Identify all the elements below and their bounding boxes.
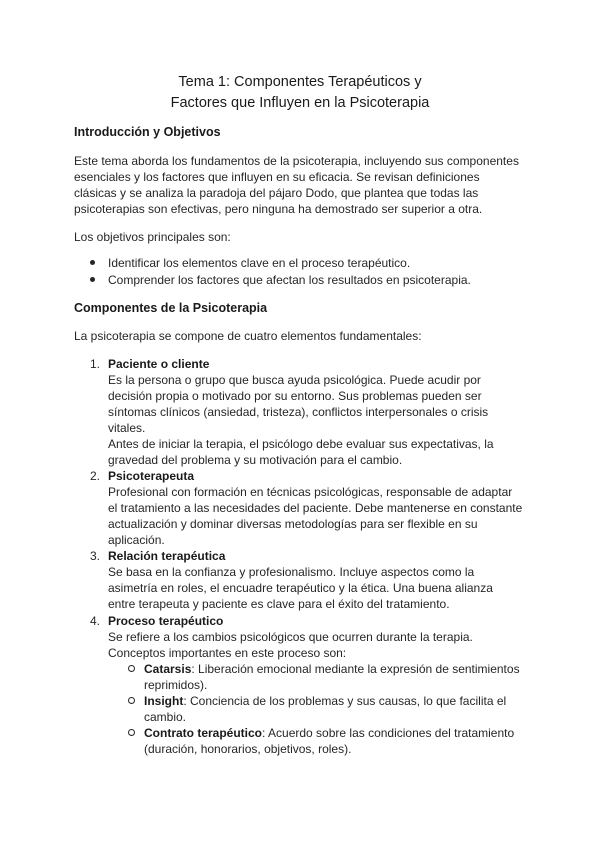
- item-line: Antes de iniciar la terapia, el psicólogo debe evaluar sus expectativas, la: [108, 437, 494, 451]
- item-line: Conceptos importantes en este proceso son:: [108, 646, 347, 660]
- title-line-2: Factores que Influyen en la Psicoterapia: [170, 95, 430, 111]
- circle-bullet-icon: [128, 729, 135, 736]
- definition-continued: cambio.: [144, 710, 187, 724]
- item-line: síntomas clínicos (ansiedad, tristeza), conflictos interpersonales o crisis: [108, 405, 489, 419]
- item-line: gravedad del problema y su motivación para el cambio.: [108, 453, 403, 467]
- section-heading-intro: Introducción y Objetivos: [74, 125, 221, 139]
- list-item-text: Identificar los elementos clave en el proceso terapéutico.: [108, 256, 411, 270]
- item-line: Se basa en la confianza y profesionalismo. Incluye aspectos como la: [108, 565, 475, 579]
- item-number: 1.: [90, 357, 101, 371]
- objectives-lead-text: Los objetivos principales son:: [74, 230, 231, 244]
- term: Insight: [144, 694, 184, 708]
- item-title: Relación terapéutica: [108, 549, 226, 563]
- title-line-1: Tema 1: Componentes Terapéuticos y: [178, 74, 422, 90]
- paragraph-line: psicoterapias son efectivas, pero ninguna ha demostrado ser superior a otra.: [74, 202, 483, 216]
- item-line: Se refiere a los cambios psicológicos que ocurren durante la terapia.: [108, 630, 473, 644]
- item-line: vitales.: [108, 421, 146, 435]
- list-item-text: Comprender los factores que afectan los resultados en psicoterapia.: [108, 273, 471, 287]
- components-lead-text: La psicoterapia se compone de cuatro elementos fundamentales:: [74, 329, 422, 343]
- document-title: [0, 72, 600, 114]
- item-line: actualización y dominar diversas metodologías para ser flexible en su: [108, 517, 478, 531]
- circle-bullet-icon: [128, 665, 135, 672]
- components-lead: [74, 328, 534, 344]
- item-line: aplicación.: [108, 533, 165, 547]
- definition: : Conciencia de los problemas y sus causas, lo que facilita el: [183, 694, 507, 708]
- item-line: el tratamiento a las necesidades del paciente. Debe mantenerse en constante: [108, 501, 523, 515]
- term: Catarsis: [144, 662, 192, 676]
- definition: : Liberación emocional mediante la expresión de sentimientos: [191, 662, 520, 676]
- definition-continued: reprimidos).: [144, 678, 208, 692]
- objectives-lead: [74, 229, 534, 245]
- item-title: Proceso terapéutico: [108, 614, 224, 628]
- circle-bullet-icon: [128, 697, 135, 704]
- item-line: entre terapeuta y paciente es clave para el éxito del tratamiento.: [108, 597, 450, 611]
- paragraph-line: esenciales y los factores que influyen en su eficacia. Se revisan definiciones: [74, 170, 480, 184]
- item-title: Psicoterapeuta: [108, 469, 195, 483]
- intro-paragraph: [74, 153, 534, 217]
- item-number: 3.: [90, 549, 101, 563]
- section-heading-components: Componentes de la Psicoterapia: [74, 301, 268, 315]
- bullet-icon: [90, 277, 95, 282]
- definition-continued: (duración, honorarios, objetivos, roles).: [144, 742, 352, 756]
- item-line: asimetría en roles, el encuadre terapéutico y la ética. Una buena alianza: [108, 581, 493, 595]
- paragraph-line: Este tema aborda los fundamentos de la psicoterapia, incluyendo sus componentes: [74, 154, 519, 168]
- item-number: 2.: [90, 469, 101, 483]
- bullet-icon: [90, 260, 95, 265]
- item-title: Paciente o cliente: [108, 357, 210, 371]
- paragraph-line: clásicas y se analiza la paradoja del pájaro Dodo, que plantea que todas las: [74, 186, 479, 200]
- term: Contrato terapéutico: [144, 726, 263, 740]
- item-number: 4.: [90, 614, 101, 628]
- item-line: Es la persona o grupo que busca ayuda psicológica. Puede acudir por: [108, 373, 481, 387]
- item-line: decisión propia o motivado por su entorno. Sus problemas pueden ser: [108, 389, 482, 403]
- item-line: Profesional con formación en técnicas psicológicas, responsable de adaptar: [108, 485, 513, 499]
- definition: : Acuerdo sobre las condiciones del tratamiento: [262, 726, 515, 740]
